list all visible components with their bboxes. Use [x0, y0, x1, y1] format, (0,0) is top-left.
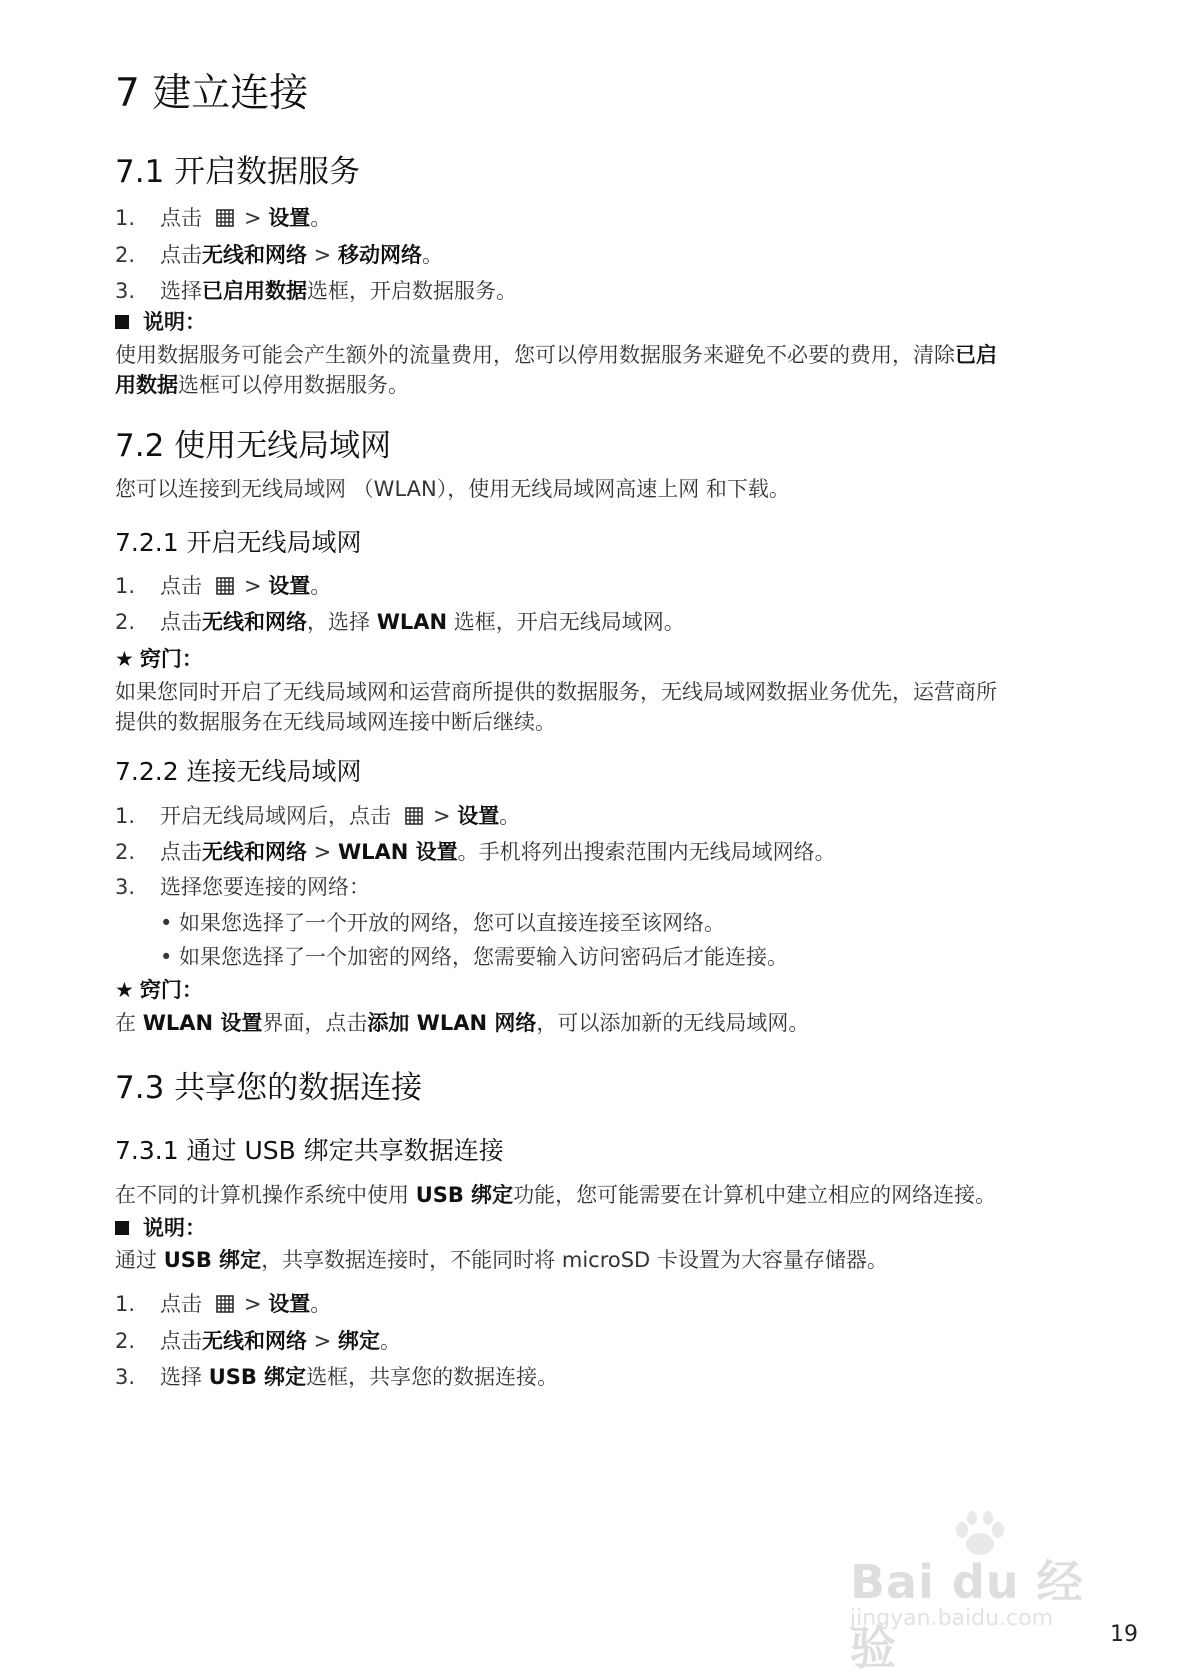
step-7-1-1	[160, 203, 331, 235]
step-text: 开启无线局域网后，点击	[160, 804, 391, 828]
note-square-icon	[115, 315, 129, 329]
note-heading	[115, 307, 206, 337]
list-item: • 如果您选择了一个开放的网络，您可以直接连接至该网络。	[160, 911, 726, 935]
chapter-title: 7 建立连接	[115, 71, 309, 116]
subsection-title-7-2-2: 7.2.2 连接无线局域网	[115, 757, 362, 786]
app-grid-icon	[216, 1291, 234, 1321]
subsection-title-7-3-1: 7.3.1 通过 USB 绑定共享数据连接	[115, 1136, 504, 1165]
note-label: 说明：	[143, 310, 206, 334]
tip-label: 窍门：	[139, 647, 203, 671]
step-text: >	[433, 804, 458, 828]
step-number: 2.	[115, 610, 136, 634]
subsection-title-7-2-1: 7.2.1 开启无线局域网	[115, 528, 362, 557]
step-7-1-3	[160, 276, 517, 306]
tip-label: 窍门：	[139, 978, 203, 1002]
step-text: 。	[310, 1292, 332, 1316]
note-line	[115, 340, 997, 370]
step-number: 3.	[115, 1365, 136, 1389]
step-text: 点击	[160, 840, 202, 864]
step-number: 1.	[115, 206, 136, 230]
section-title-7-2: 7.2 使用无线局域网	[115, 428, 392, 464]
step-text: 。	[421, 243, 443, 267]
app-grid-icon	[405, 803, 423, 833]
step-7-2-2-2	[160, 837, 836, 867]
step-number: 2.	[115, 840, 136, 864]
step-bold: WLAN	[376, 610, 448, 634]
step-text: >	[307, 243, 338, 267]
step-text: 选框，开启数据服务。	[307, 279, 517, 303]
intro-bold: USB 绑定	[415, 1183, 514, 1207]
note-square-icon	[115, 1221, 129, 1235]
watermark-brand: Bai du 经验	[850, 1555, 1084, 1675]
note-text: ，共享数据连接时，不能同时将 microSD 卡设置为大容量存储器。	[261, 1248, 888, 1272]
step-text: 选框，开启无线局域网。	[447, 610, 685, 634]
tip-text: ，可以添加新的无线局域网。	[536, 1011, 810, 1035]
step-text: 。	[310, 574, 332, 598]
step-bold: 设置	[457, 804, 500, 828]
baidu-watermark	[850, 1510, 1130, 1675]
step-7-3-1-2	[160, 1326, 401, 1356]
note-bold: USB 绑定	[163, 1248, 262, 1272]
step-number: 1.	[115, 804, 136, 828]
step-bold: 设置	[268, 206, 311, 230]
step-bold: 设置	[268, 1292, 311, 1316]
tip-heading	[115, 644, 203, 674]
step-text: >	[307, 840, 338, 864]
step-text: 。手机将列出搜索范围内无线局域网络。	[457, 840, 836, 864]
note-line	[115, 1245, 888, 1275]
note-line	[115, 370, 409, 400]
note-text: 使用数据服务可能会产生额外的流量费用，您可以停用数据服务来避免不必要的费用，清除	[115, 343, 955, 367]
app-grid-icon	[216, 205, 234, 235]
step-text: 。	[499, 804, 521, 828]
tip-text: 在	[115, 1011, 143, 1035]
step-text: 点击	[160, 610, 202, 634]
step-bold: 绑定	[337, 1329, 380, 1353]
note-bold: 用数据	[115, 373, 178, 397]
step-bold: 移动网络	[337, 243, 422, 267]
step-text: 选择	[160, 279, 202, 303]
app-grid-icon	[216, 573, 234, 603]
note-heading	[115, 1213, 206, 1243]
step-number: 3.	[115, 875, 136, 899]
subsection-intro	[115, 1180, 996, 1210]
step-text: 点击	[160, 243, 202, 267]
intro-text: 在不同的计算机操作系统中使用	[115, 1183, 416, 1207]
step-number: 2.	[115, 243, 136, 267]
step-number: 1.	[115, 1292, 136, 1316]
step-bold: 无线和网络	[202, 840, 307, 864]
step-text: 选择	[160, 1365, 209, 1389]
tip-bold: WLAN 设置	[142, 1011, 263, 1035]
step-bold: 无线和网络	[202, 243, 307, 267]
note-text: 通过	[115, 1248, 164, 1272]
step-bold: 无线和网络	[202, 1329, 307, 1353]
section-intro: 您可以连接到无线局域网 （WLAN），使用无线局域网高速上网 和下载。	[115, 477, 790, 501]
step-text: 点击	[160, 1292, 202, 1316]
note-label: 说明：	[143, 1216, 206, 1240]
step-7-2-2-3: 选择您要连接的网络：	[160, 875, 370, 899]
step-7-2-1-2	[160, 607, 685, 637]
step-7-1-2	[160, 240, 443, 270]
step-number: 1.	[115, 574, 136, 598]
section-title-7-1: 7.1 开启数据服务	[115, 154, 361, 190]
step-text: 点击	[160, 206, 202, 230]
step-bold: WLAN 设置	[337, 840, 458, 864]
step-text: 。	[310, 206, 332, 230]
step-bold: 设置	[268, 574, 311, 598]
tip-text: 界面，点击	[262, 1011, 368, 1035]
section-title-7-3: 7.3 共享您的数据连接	[115, 1070, 423, 1106]
note-text: 选框可以停用数据服务。	[178, 373, 409, 397]
list-item: • 如果您选择了一个加密的网络，您需要输入访问密码后才能连接。	[160, 945, 789, 969]
step-7-3-1-1	[160, 1289, 331, 1321]
step-text: 。	[379, 1329, 401, 1353]
step-number: 3.	[115, 279, 136, 303]
step-7-2-2-1	[160, 801, 520, 833]
note-bold: 已启	[955, 343, 997, 367]
step-text: 选框，共享您的数据连接。	[306, 1365, 559, 1389]
step-text: 点击	[160, 574, 202, 598]
tip-line	[115, 1008, 809, 1038]
step-bold: USB 绑定	[208, 1365, 307, 1389]
tip-heading	[115, 975, 203, 1005]
step-text: >	[307, 1329, 338, 1353]
step-text: >	[244, 206, 269, 230]
tip-line: 如果您同时开启了无线局域网和运营商所提供的数据服务，无线局域网数据业务优先，运营商所	[115, 680, 997, 704]
step-7-3-1-3	[160, 1362, 558, 1392]
step-text: 点击	[160, 1329, 202, 1353]
step-7-2-1-1	[160, 571, 331, 603]
step-bold: 无线和网络	[202, 610, 307, 634]
tip-bold: 添加 WLAN 网络	[367, 1011, 537, 1035]
step-text: >	[244, 1292, 269, 1316]
watermark-url: jingyan.baidu.com	[850, 1606, 1054, 1631]
tip-line: 提供的数据服务在无线局域网连接中断后继续。	[115, 710, 556, 734]
star-icon: ★	[115, 647, 134, 671]
page-number: 19	[1110, 1622, 1138, 1647]
intro-text: 功能，您可能需要在计算机中建立相应的网络连接。	[513, 1183, 997, 1207]
step-text: >	[244, 574, 269, 598]
step-bold: 已启用数据	[202, 279, 307, 303]
step-text: ，选择	[307, 610, 377, 634]
step-number: 2.	[115, 1329, 136, 1353]
star-icon: ★	[115, 978, 134, 1002]
